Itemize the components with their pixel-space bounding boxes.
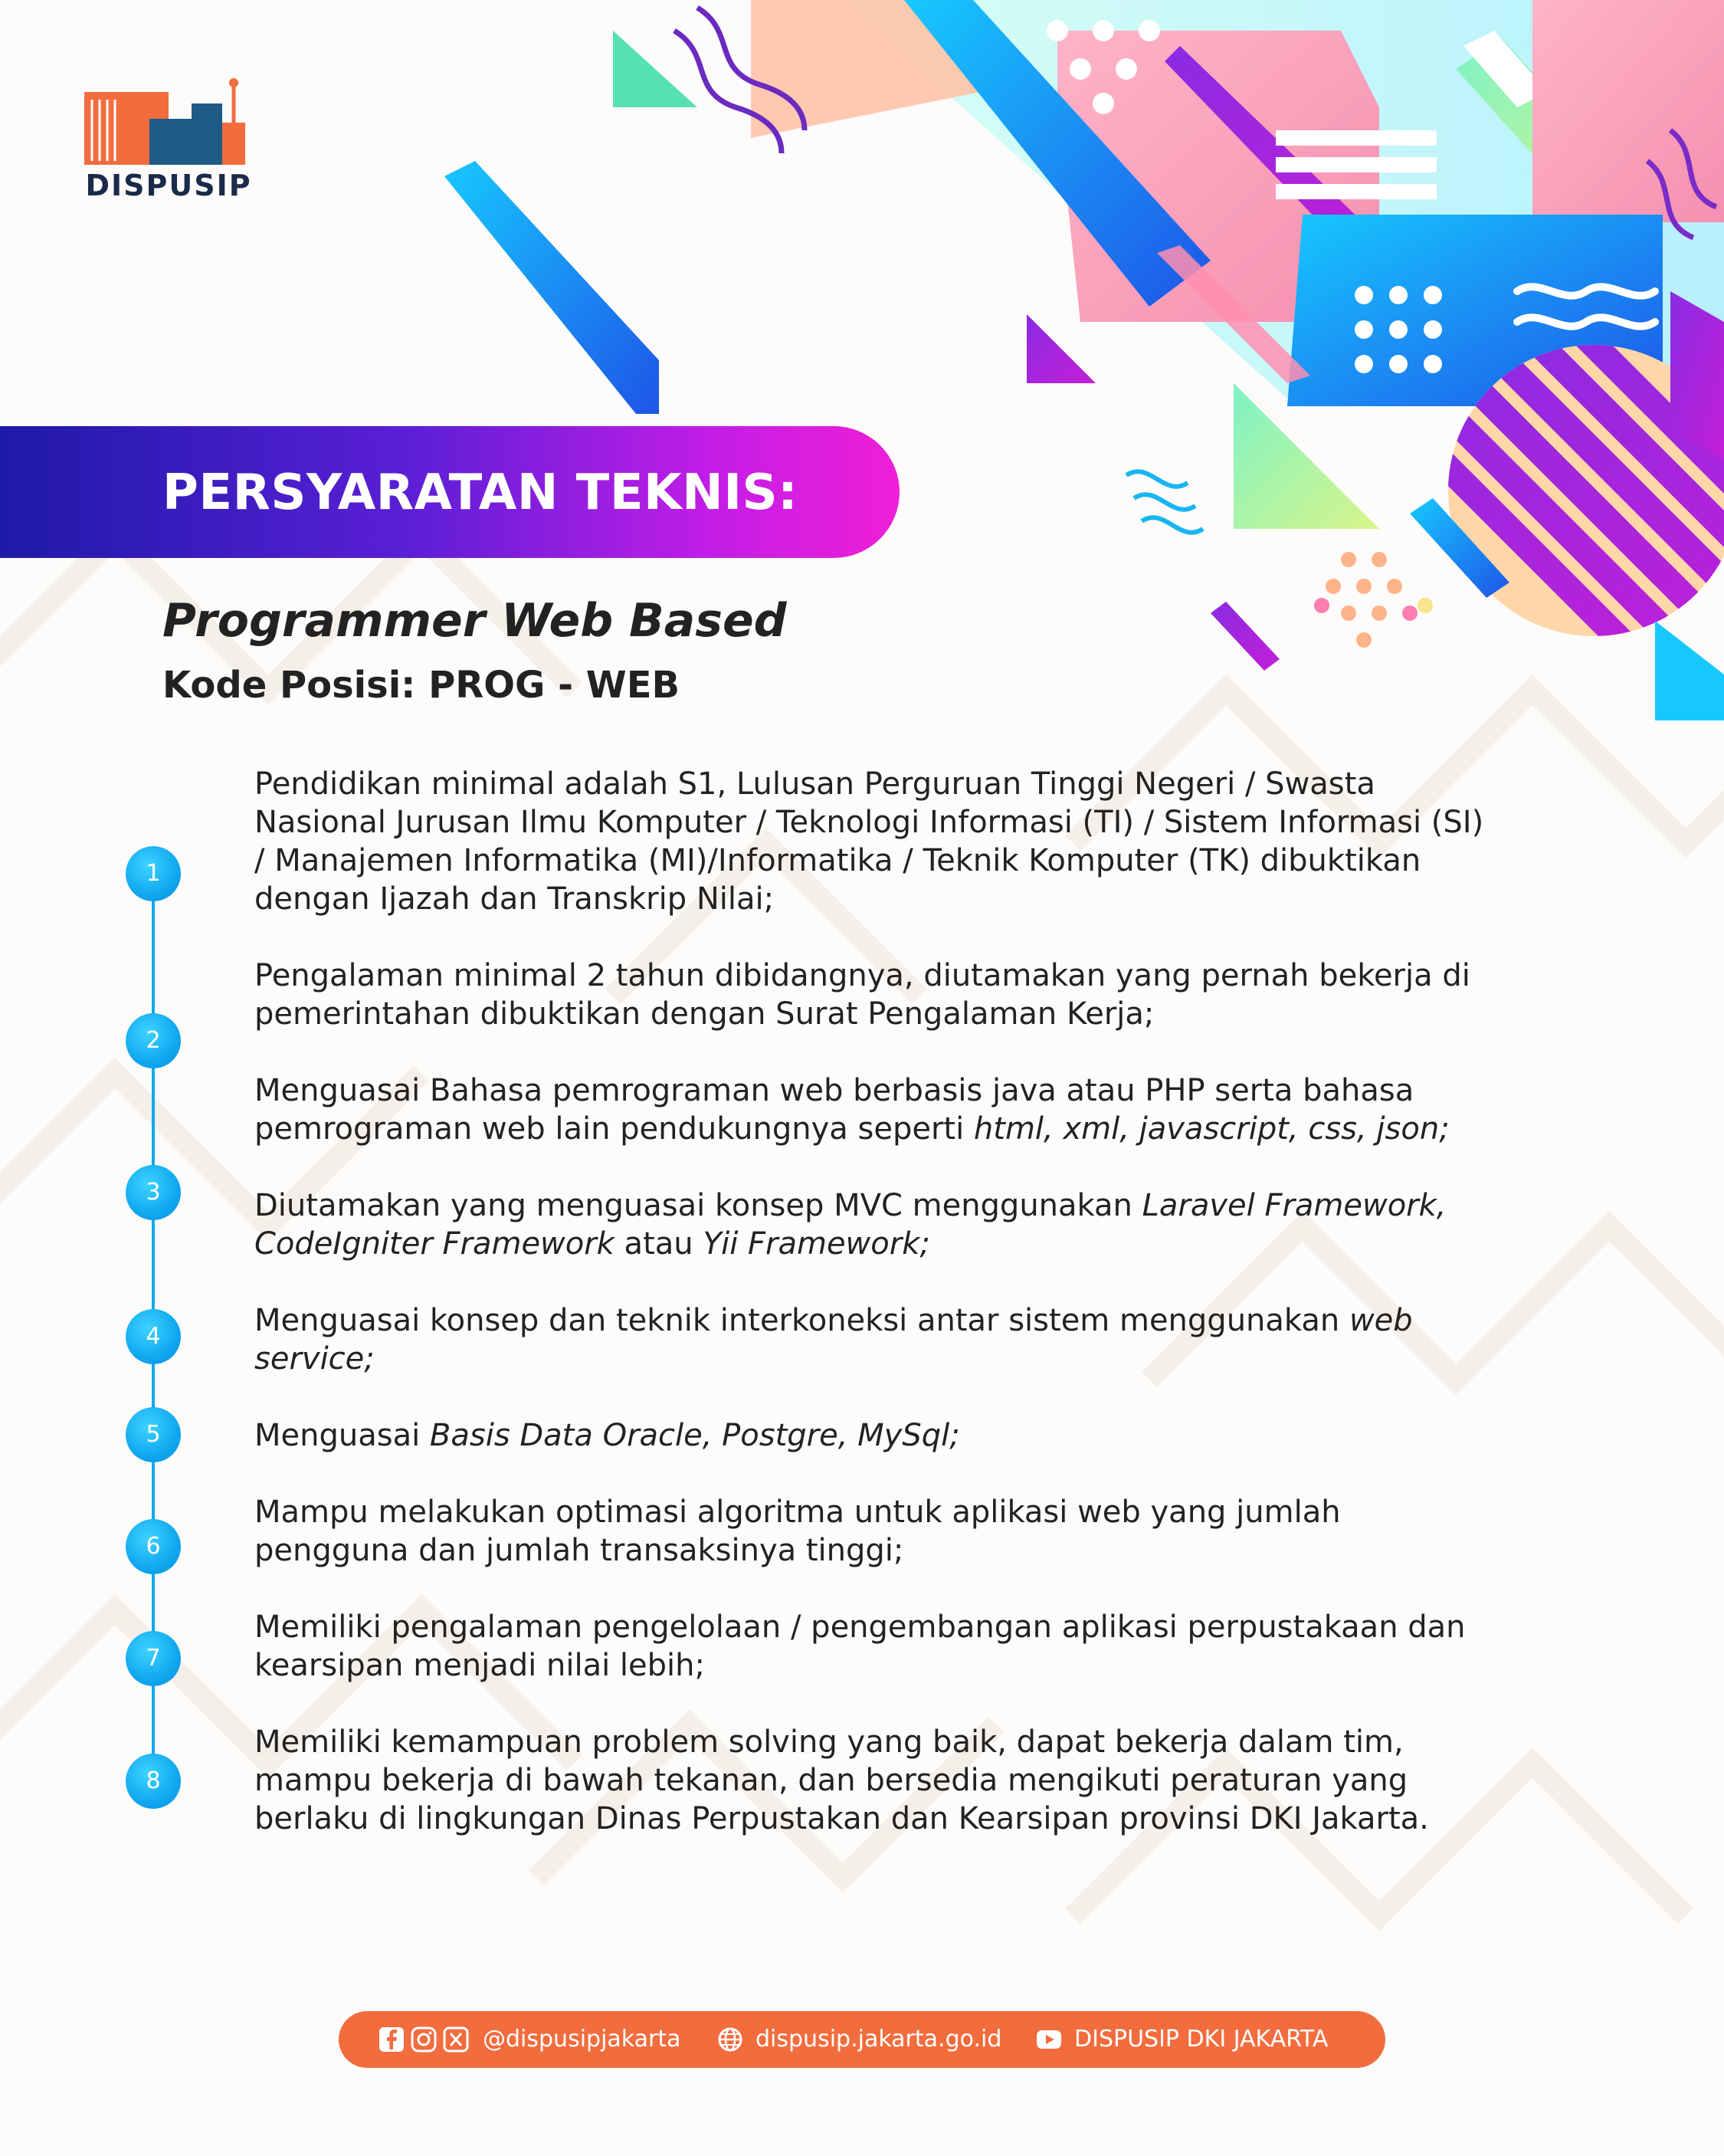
requirement-text-italic: html, xml, javascript, css, json; xyxy=(973,1111,1450,1147)
position-code: Kode Posisi: PROG - WEB xyxy=(162,664,680,707)
position-title: Programmer Web Based xyxy=(162,594,787,648)
step-bullet: 7 xyxy=(126,1631,181,1686)
footer-contact-bar xyxy=(339,2011,1385,2068)
requirement-item xyxy=(254,1071,1611,1148)
social-handle[interactable]: @dispusipjakarta xyxy=(483,2026,681,2053)
requirement-text-italic: Yii Framework; xyxy=(703,1226,930,1262)
requirement-text: Menguasai xyxy=(254,1418,430,1453)
step-bullet: 2 xyxy=(126,1013,181,1068)
dispusip-logo xyxy=(77,77,261,207)
globe-icon xyxy=(717,2026,743,2053)
step-bullet: 4 xyxy=(126,1309,181,1364)
requirement-text-italic: Laravel Framework, CodeIgniter Framework xyxy=(254,1188,1447,1262)
youtube-channel[interactable]: DISPUSIP DKI JAKARTA xyxy=(1074,2026,1329,2053)
requirement-item: Memiliki pengalaman pengelolaan / pengembangan aplikasi perpustakaan dan kearsipan menjadi nilai lebih; xyxy=(254,1610,1466,1683)
step-bullet: 6 xyxy=(126,1519,181,1574)
requirement-item xyxy=(254,1186,1611,1263)
requirement-text: atau xyxy=(614,1226,703,1262)
requirement-item xyxy=(254,1301,1611,1378)
banner-title: PERSYARATAN TEKNIS: xyxy=(162,464,798,521)
requirement-item xyxy=(254,1416,1611,1455)
requirement-text-italic: Basis Data Oracle, Postgre, MySql; xyxy=(429,1418,960,1453)
requirement-text-italic: web service; xyxy=(254,1303,1413,1377)
instagram-icon[interactable] xyxy=(411,2026,437,2053)
youtube-icon[interactable] xyxy=(1036,2026,1062,2053)
requirement-text: Diutamakan yang menguasai konsep MVC menggunakan xyxy=(254,1188,1142,1223)
requirement-text: Menguasai Bahasa pemrograman web berbasis java atau PHP serta bahasa pemrograman web lain pendukungnya seperti xyxy=(254,1073,1414,1147)
step-bullet: 5 xyxy=(126,1407,181,1462)
step-bullet: 8 xyxy=(126,1754,181,1809)
requirement-item: Pengalaman minimal 2 tahun dibidangnya, diutamakan yang pernah bekerja di pemerintahan dibuktikan dengan Surat Pengalaman Kerja; xyxy=(254,958,1470,1032)
requirement-text: Menguasai konsep dan teknik interkoneksi antar sistem menggunakan xyxy=(254,1303,1349,1338)
requirement-item: Mampu melakukan optimasi algoritma untuk aplikasi web yang jumlah pengguna dan jumlah transaksinya tinggi; xyxy=(254,1495,1341,1568)
logo-text: DISPUSIP xyxy=(85,169,252,202)
requirement-item: Memiliki kemampuan problem solving yang baik, dapat bekerja dalam tim, mampu bekerja di bawah tekanan, dan bersedia mengikuti peraturan yang berlaku di lingkungan Dinas Perpustakan dan Kearsipan provinsi DKI Jakarta. xyxy=(254,1724,1429,1836)
requirement-item: Pendidikan minimal adalah S1, Lulusan Perguruan Tinggi Negeri / Swasta Nasional Jurusan Ilmu Komputer / Teknologi Informasi (TI) / Sistem Informasi (SI) / Manajemen Informatika (MI)/Informatika / Teknik Komputer (TK) dibuktikan dengan Ijazah dan Transkrip Nilai; xyxy=(254,766,1484,917)
requirements-banner xyxy=(0,426,900,558)
facebook-icon[interactable] xyxy=(379,2026,405,2053)
step-bullet: 1 xyxy=(126,846,181,901)
logo-building-icon xyxy=(77,77,261,169)
website-link[interactable]: dispusip.jakarta.go.id xyxy=(755,2026,1002,2053)
x-icon[interactable] xyxy=(443,2026,469,2053)
step-bullet: 3 xyxy=(126,1165,181,1220)
